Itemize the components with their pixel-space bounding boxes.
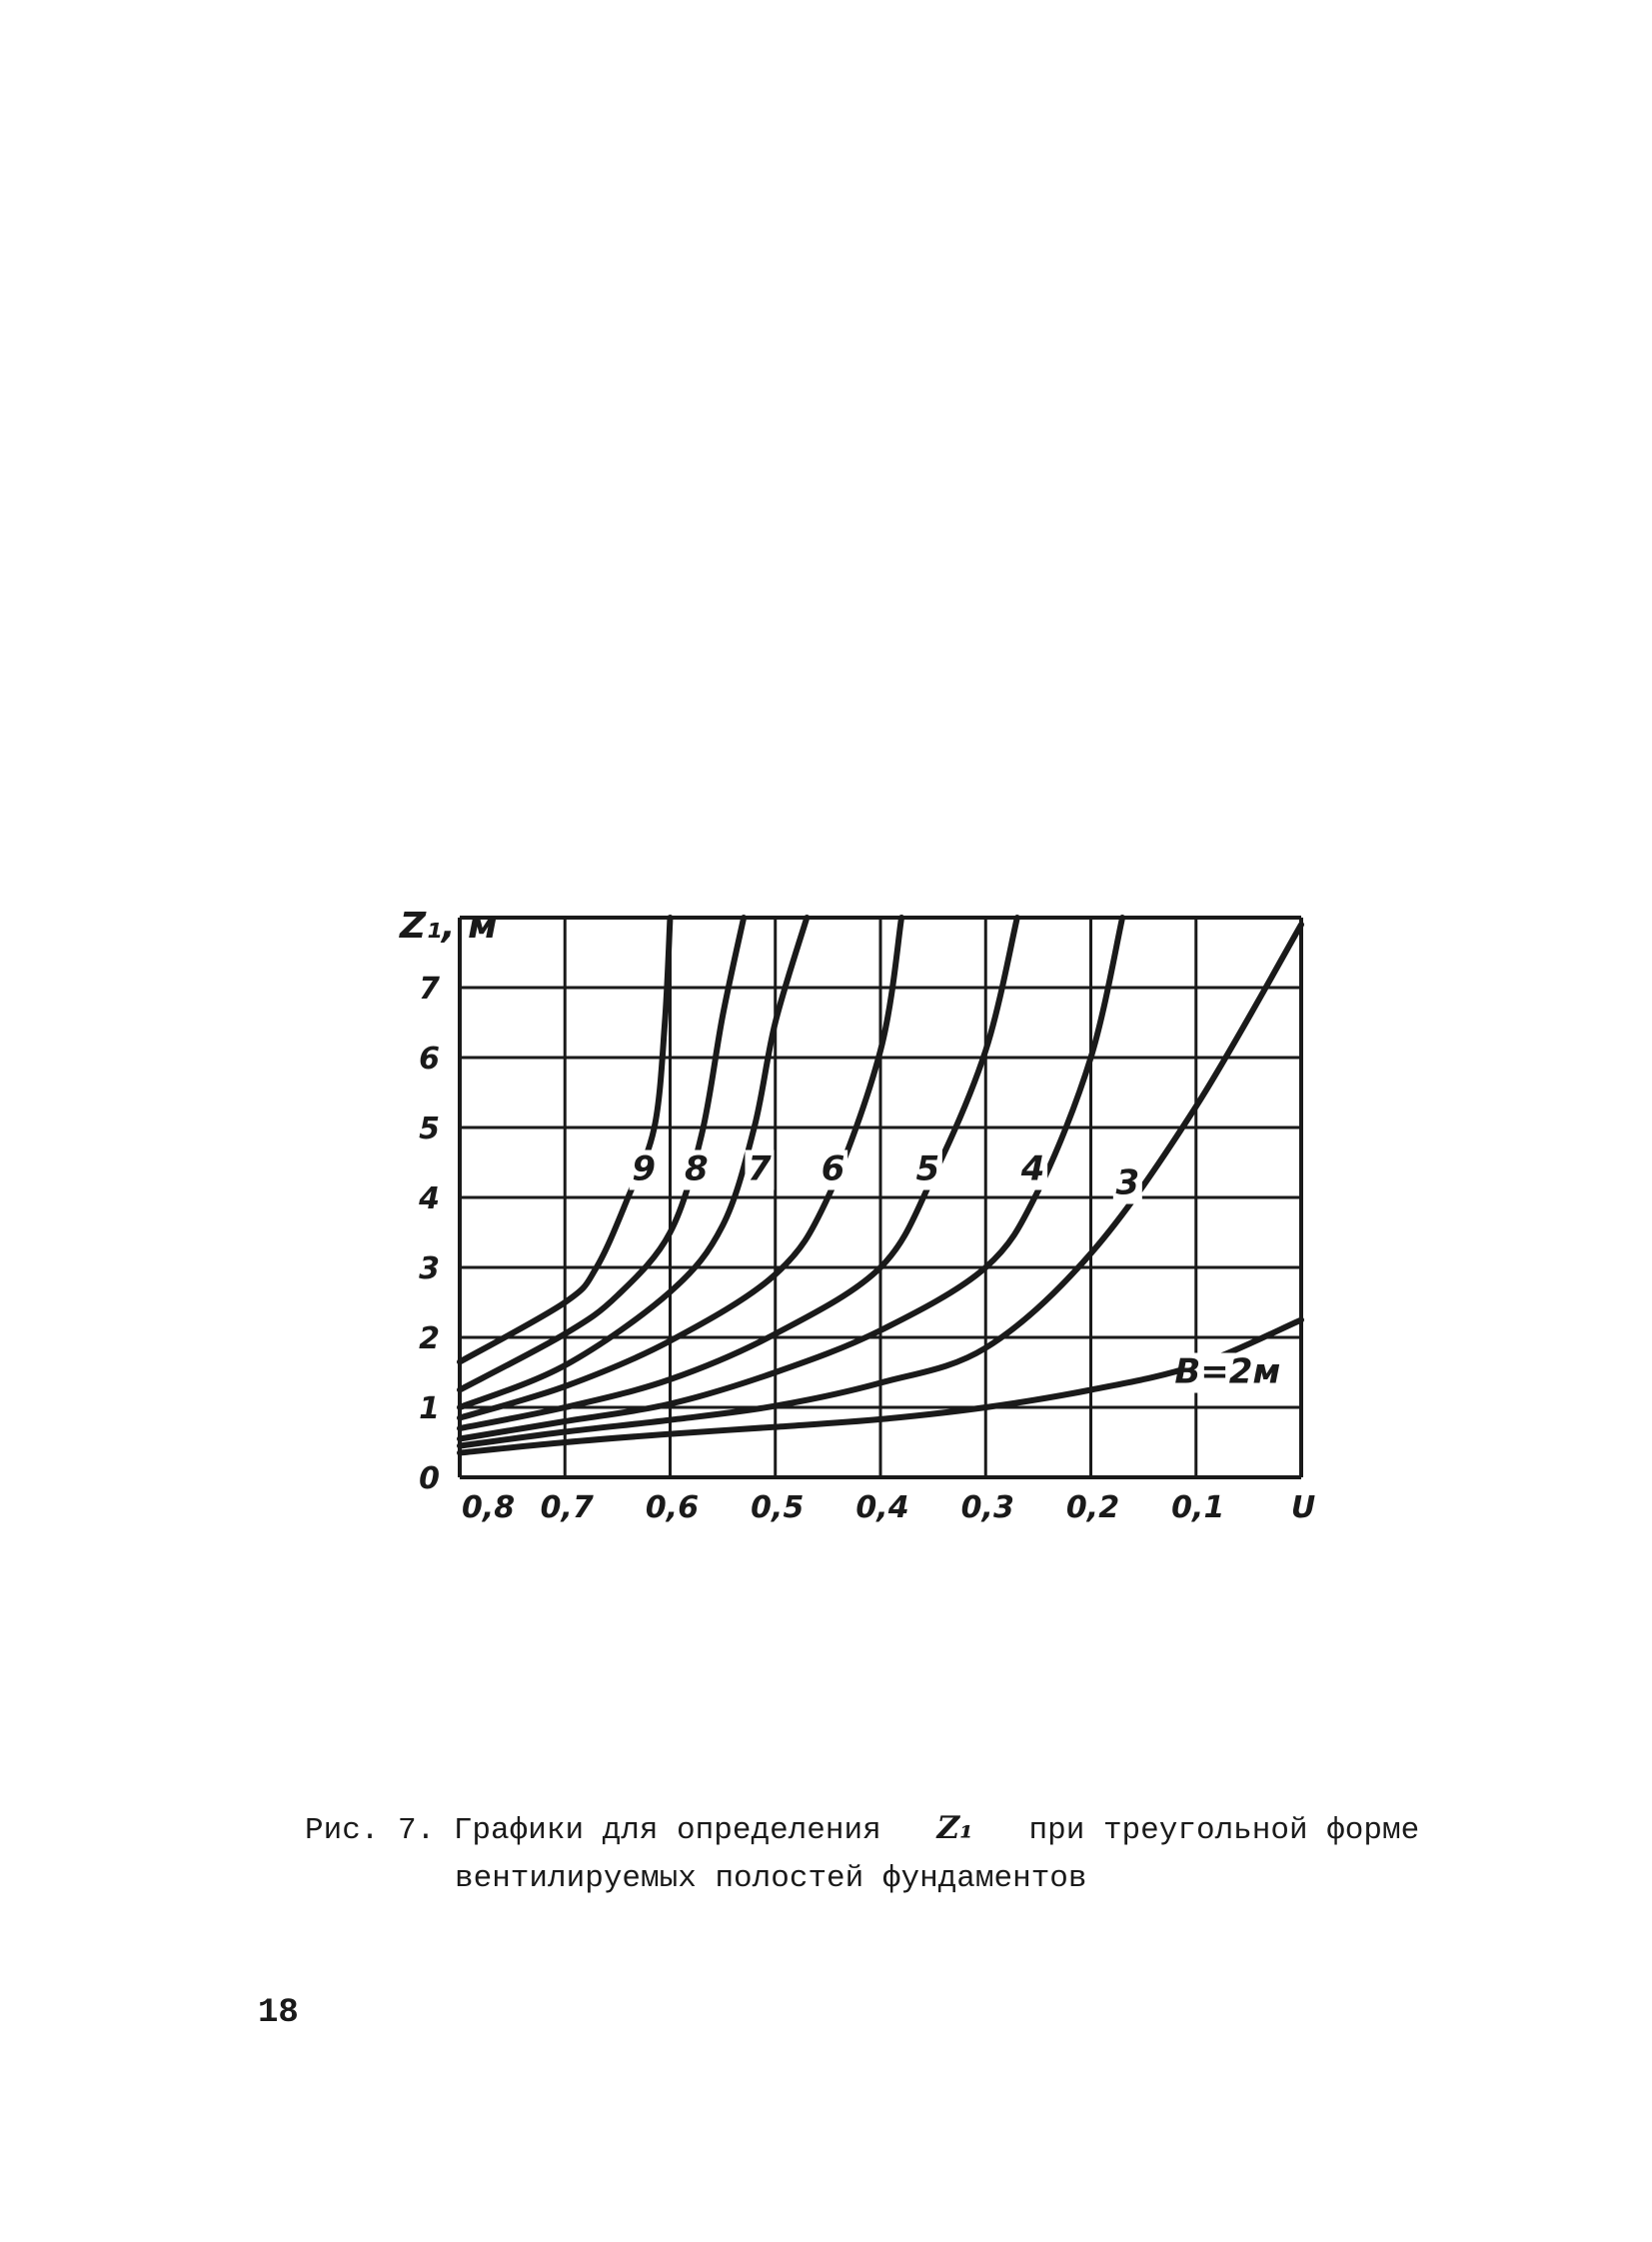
curve-label: 8 [684,1148,709,1189]
y-tick-label: 4 [419,1181,440,1216]
x-tick-label: 0,7 [540,1490,594,1525]
x-tick-label: 0,5 [751,1490,805,1525]
x-tick-label: 0,8 [462,1490,516,1525]
y-tick-label: 6 [419,1042,440,1077]
y-tick-label: 2 [419,1321,440,1356]
x-tick-label: 0,2 [1065,1490,1120,1525]
x-tick-label: 0,1 [1171,1490,1225,1525]
curve-label: 4 [1020,1148,1045,1189]
y-tick-label: 3 [419,1251,440,1286]
x-tick-label: U [1290,1490,1316,1525]
caption-line-2: вентилируемых полостей фундаментов [455,1861,1087,1896]
y-tick-label: 7 [419,972,440,1007]
y-tick-label: 1 [419,1391,440,1426]
curve-label: 5 [915,1148,940,1189]
y-tick-label: 5 [419,1112,440,1146]
curve-label: 6 [821,1148,845,1189]
curve-label: 9 [632,1148,657,1189]
curve-label: B=2м [1174,1351,1281,1392]
figure-caption [305,1804,1454,1903]
curve-label: 3 [1115,1162,1140,1203]
x-tick-label: 0,3 [960,1490,1014,1525]
chart-grid [460,918,1301,1477]
page-number: 18 [258,1994,299,2032]
x-tick-label: 0,6 [645,1490,700,1525]
caption-symbol: Z₁ [936,1810,973,1846]
x-tick-label: 0,4 [855,1490,909,1525]
caption-suffix: при треугольной форме [1028,1813,1420,1848]
caption-prefix: Рис. 7. Графики для определения [305,1813,881,1848]
y-tick-label: 0 [419,1461,440,1496]
y-axis-title: Z₁, м [400,906,498,947]
curve-label: 7 [748,1148,772,1189]
